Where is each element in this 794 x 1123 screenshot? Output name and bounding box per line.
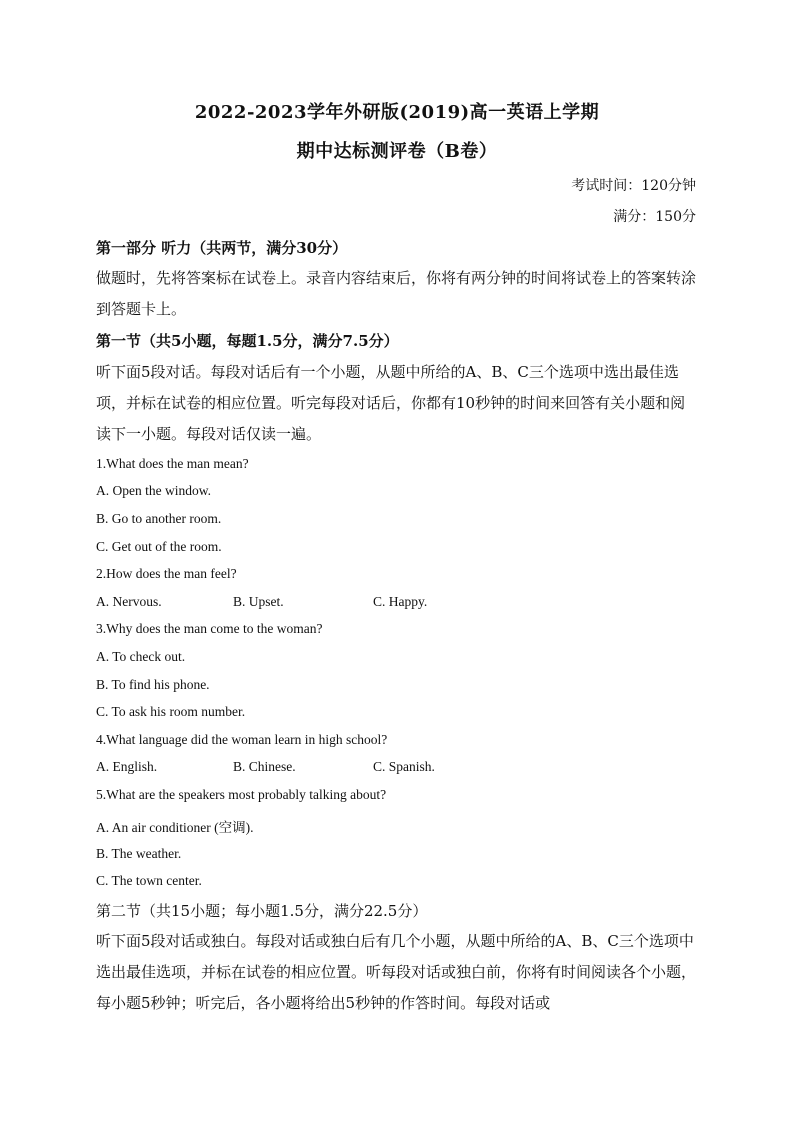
q2-option-b: B. Upset.: [233, 594, 284, 609]
section1-instruction: 听下面5段对话。每段对话后有一个小题，从题中所给的A、B、C三个选项中选出最佳选项，并标在试卷的相应位置。听完每段对话后，你都有10秒钟的时间来回答有关小题和阅读下一小题。每段对话仅读一遍。: [96, 363, 686, 443]
question-2: 2.How does the man feel?: [96, 566, 237, 581]
q5-option-b: B. The weather.: [96, 846, 182, 861]
q4-option-b: B. Chinese.: [233, 759, 296, 774]
q4-option-c: C. Spanish.: [373, 759, 435, 774]
q3-option-b: B. To find his phone.: [96, 677, 210, 692]
q1-option-c: C. Get out of the room.: [96, 539, 222, 554]
exam-title-line2: 期中达标测评卷（B卷）: [296, 141, 498, 162]
q5-option-c: C. The town center.: [96, 873, 202, 888]
part1-instruction: 做题时，先将答案标在试卷上。录音内容结束后，你将有两分钟的时间将试卷上的答案转涂到答题卡上。: [96, 269, 697, 318]
question-4: 4.What language did the woman learn in high school?: [96, 732, 388, 747]
q2-option-a: A. Nervous.: [96, 594, 162, 609]
q4-option-a: A. English.: [96, 759, 158, 774]
question-5: 5.What are the speakers most probably talking about?: [96, 787, 387, 802]
q3-option-a: A. To check out.: [96, 649, 186, 664]
exam-title-line1: 2022-2023学年外研版(2019)高一英语上学期: [194, 102, 600, 123]
question-3: 3.Why does the man come to the woman?: [96, 621, 323, 636]
question-1: 1.What does the man mean?: [96, 456, 249, 471]
section2-instruction: 听下面5段对话或独白。每段对话或独白后有几个小题，从题中所给的A、B、C三个选项中选出最佳选项，并标在试卷的相应位置。听每段对话或独白前，你将有时间阅读各个小题，每小题5秒钟；听完后，各小题将给出5秒钟的作答时间。每段对话或: [96, 932, 697, 1012]
q1-option-b: B. Go to another room.: [96, 511, 222, 526]
q2-option-c: C. Happy.: [373, 594, 428, 609]
full-score: 满分：150分: [613, 209, 696, 225]
part1-heading: 第一部分 听力（共两节，满分30分）: [96, 239, 348, 257]
q3-option-c: C. To ask his room number.: [96, 704, 246, 719]
q5-option-a: A. An air conditioner (空调).: [96, 820, 254, 835]
section2-heading: 第二节（共15小题；每小题1.5分，满分22.5分）: [96, 902, 428, 920]
q1-option-a: A. Open the window.: [96, 483, 211, 498]
section1-heading: 第一节（共5小题，每题1.5分，满分7.5分）: [96, 332, 399, 350]
exam-time: 考试时间：120分钟: [571, 178, 696, 194]
